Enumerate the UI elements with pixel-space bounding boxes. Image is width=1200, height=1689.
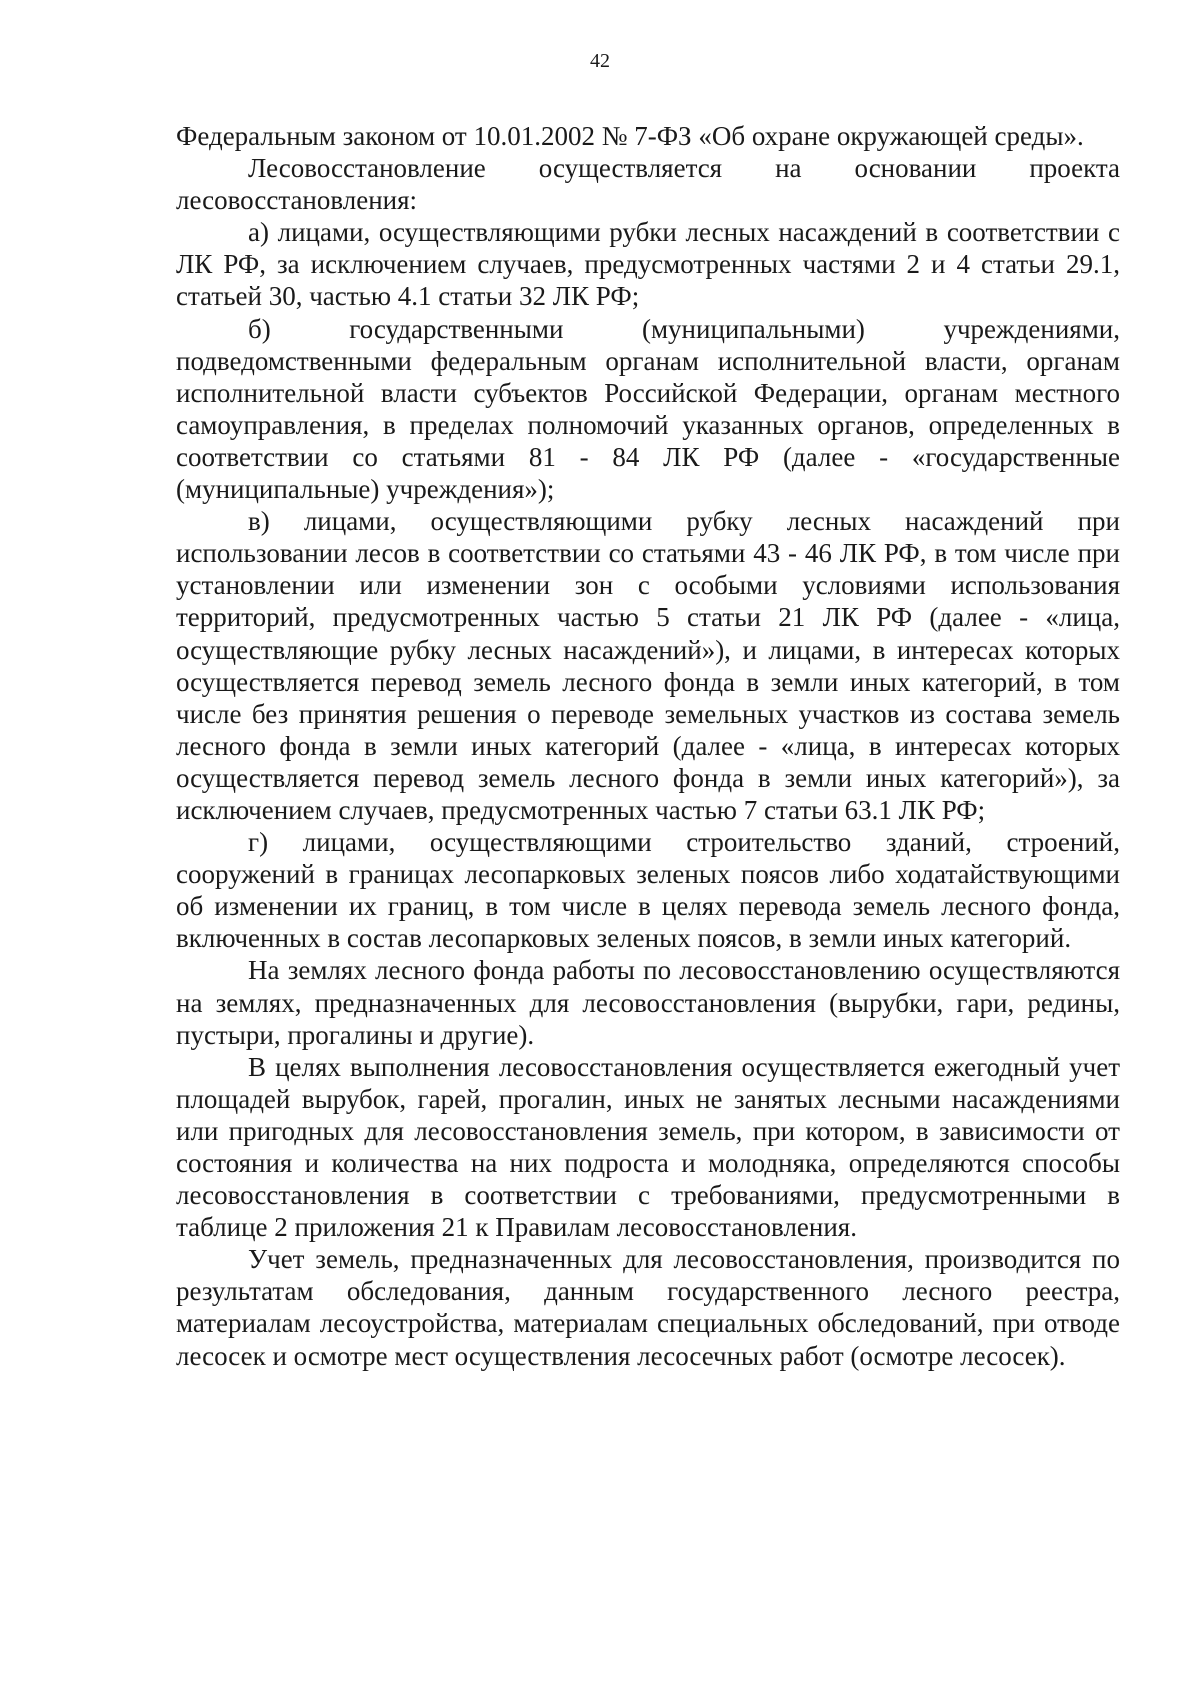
paragraph-continuation: Федеральным законом от 10.01.2002 № 7-ФЗ «Об охране окружающей среды».: [176, 121, 1084, 151]
paragraph-item-a: а) лицами, осуществляющими рубки лесных насаждений в соответствии с ЛК РФ, за исключением случаев, предусмотренных частями 2 и 4 статьи 29.1, статьей 30, частью 4.1 статьи 32 ЛК РФ;: [176, 217, 1120, 312]
paragraph-annual-accounting: В целях выполнения лесовосстановления осуществляется ежегодный учет площадей вырубок, гарей, прогалин, иных не занятых лесными насаждениями или пригодных для лесовосстановления земель, при котором, в зависимости от состояния и количества на них подроста и молодняка, определяются способы лесовосстановления в соответствии с требованиями, предусмотренными в таблице 2 приложения 21 к Правилам лесовосстановления.: [176, 1051, 1120, 1243]
paragraph-item-b: б) государственными (муниципальными) учреждениями, подведомственными федеральным органам исполнительной власти, органам исполнительной власти субъектов Российской Федерации, органам местного самоуправления, в пределах полномочий указанных органов, определенных в соответствии со статьями 81 - 84 ЛК РФ (далее - «государственные (муниципальные) учреждения»);: [176, 313, 1120, 505]
paragraph-reforestation-basis: Лесовосстановление осуществляется на основании проекта лесовосстановления:: [176, 153, 1120, 216]
page-number: 42: [590, 50, 610, 72]
paragraph-forest-fund-lands: На землях лесного фонда работы по лесовосстановлению осуществляются на землях, предназначенных для лесовосстановления (вырубки, гари, редины, пустыри, прогалины и другие).: [176, 955, 1120, 1050]
paragraph-item-g: г) лицами, осуществляющими строительство зданий, строений, сооружений в границах лесопарковых зеленых поясов либо ходатайствующими об изменении их границ, в том числе в целях перевода земель лесного фонда, включенных в состав лесопарковых зеленых поясов, в земли иных категорий.: [176, 827, 1120, 954]
paragraph-item-v: в) лицами, осуществляющими рубку лесных насаждений при использовании лесов в соответствии со статьями 43 - 46 ЛК РФ, в том числе при установлении или изменении зон с особыми условиями использования территорий, предусмотренных частью 5 статьи 21 ЛК РФ (далее - «лица, осуществляющие рубку лесных насаждений»), и лицами, в интересах которых осуществляется перевод земель лесного фонда в земли иных категорий, в том числе без принятия решения о переводе земельных участков из состава земель лесного фонда в земли иных категорий (далее - «лица, в интересах которых осуществляется перевод земель лесного фонда в земли иных категорий»), за исключением случаев, предусмотренных частью 7 статьи 63.1 ЛК РФ;: [176, 506, 1120, 825]
document-body: [176, 120, 1120, 1372]
paragraph-land-accounting: Учет земель, предназначенных для лесовосстановления, производится по результатам обследования, данным государственного лесного реестра, материалам лесоустройства, материалам специальных обследований, при отводе лесосек и осмотре мест осуществления лесосечных работ (осмотре лесосек).: [176, 1244, 1120, 1371]
